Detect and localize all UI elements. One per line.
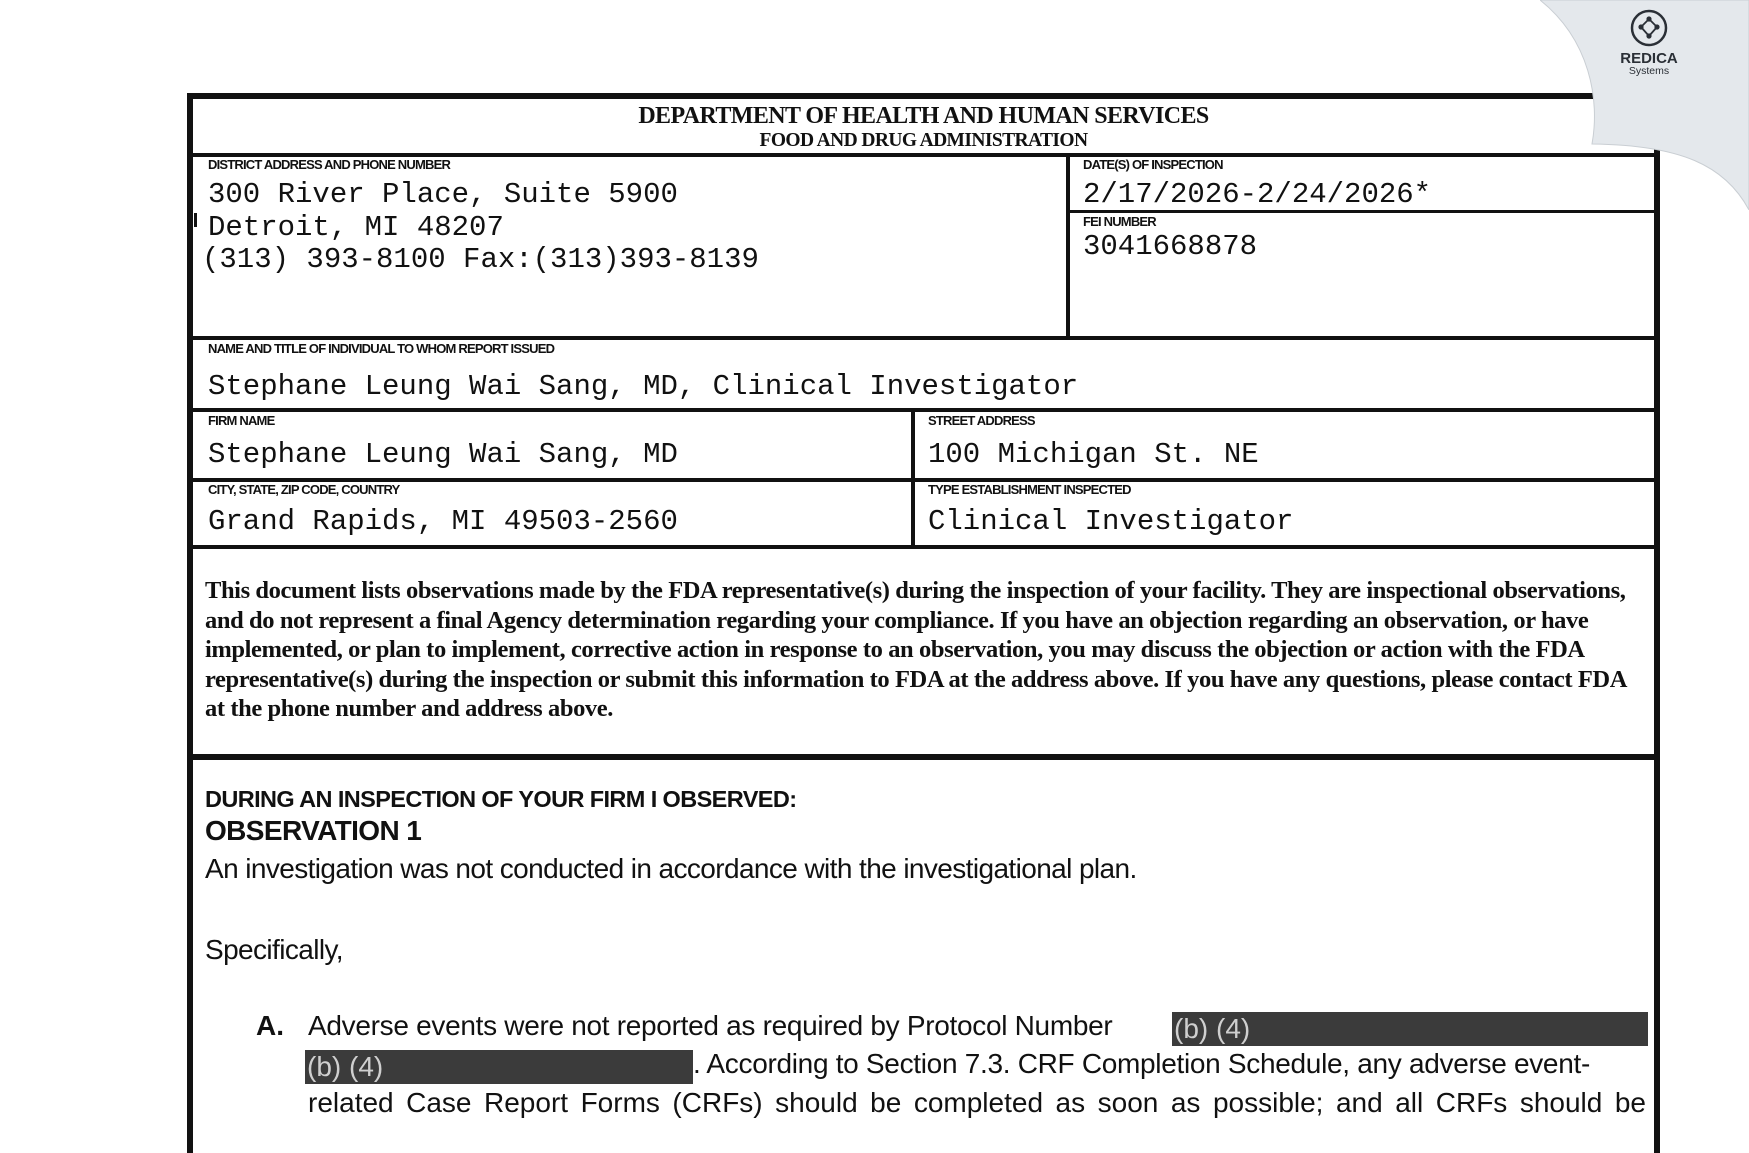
- redica-logo-icon: [1629, 8, 1669, 48]
- street-address-value: 100 Michigan St. NE: [928, 438, 1259, 471]
- scan-mark: [194, 213, 197, 227]
- item-a-line3: related Case Report Forms (CRFs) should be completed as soon as possible; and all CRFs should be: [308, 1087, 1646, 1118]
- rule-under-disclaimer: [193, 754, 1654, 760]
- rule-under-city: [193, 545, 1654, 549]
- redaction-block-2: (b) (4): [305, 1050, 693, 1084]
- district-address-line2: Detroit, MI 48207: [208, 211, 504, 244]
- inspection-dates-label: DATE(S) OF INSPECTION: [1083, 157, 1223, 172]
- rule-under-recipient: [193, 408, 1654, 412]
- observation-heading: OBSERVATION 1: [205, 815, 422, 846]
- street-address-label: STREET ADDRESS: [928, 413, 1035, 428]
- district-phone-fax: (313) 393-8100 Fax:(313)393-8139: [202, 243, 759, 276]
- divider-firm-street: [911, 410, 915, 547]
- fei-label: FEI NUMBER: [1083, 214, 1156, 229]
- district-label: DISTRICT ADDRESS AND PHONE NUMBER: [208, 157, 451, 172]
- establishment-type-value: Clinical Investigator: [928, 505, 1294, 538]
- recipient-value: Stephane Leung Wai Sang, MD, Clinical Investigator: [208, 370, 1079, 403]
- department-title: DEPARTMENT OF HEALTH AND HUMAN SERVICES: [638, 103, 1209, 129]
- inspection-dates-value: 2/17/2026-2/24/2026*: [1083, 178, 1432, 211]
- redaction-block-1: (b) (4): [1172, 1012, 1648, 1046]
- divider-district-dates: [1066, 155, 1070, 338]
- establishment-type-label: TYPE ESTABLISHMENT INSPECTED: [928, 482, 1131, 497]
- fei-value: 3041668878: [1083, 230, 1258, 263]
- firm-name-label: FIRM NAME: [208, 413, 275, 428]
- redica-watermark: [1540, 0, 1749, 210]
- item-a-line2: . According to Section 7.3. CRF Completion Schedule, any adverse event-: [693, 1048, 1590, 1079]
- city-value: Grand Rapids, MI 49503-2560: [208, 505, 678, 538]
- rule-under-firm: [193, 478, 1654, 482]
- recipient-label: NAME AND TITLE OF INDIVIDUAL TO WHOM REPORT ISSUED: [208, 341, 555, 356]
- firm-name-value: Stephane Leung Wai Sang, MD: [208, 438, 678, 471]
- item-a-line1: Adverse events were not reported as required by Protocol Number: [308, 1010, 1113, 1041]
- redica-brand: REDICA: [1620, 50, 1678, 67]
- item-a-marker: A.: [256, 1010, 284, 1041]
- district-address-line1: 300 River Place, Suite 5900: [208, 178, 678, 211]
- observations-intro: DURING AN INSPECTION OF YOUR FIRM I OBSERVED:: [205, 786, 797, 812]
- form-header: [193, 103, 1654, 153]
- specifically-text: Specifically,: [205, 934, 343, 965]
- redica-sub: Systems: [1628, 65, 1670, 77]
- observation-summary: An investigation was not conducted in accordance with the investigational plan.: [205, 853, 1137, 884]
- disclaimer-text: This document lists observations made by the FDA representative(s) during the inspection of your facility. They are inspectional observations, and do not represent a final Agency determination regarding your compliance. If you have an objection regarding an observation, or have implemented, or plan to implement, corrective action in response to an observation, you may discuss the objection or action with the FDA representative(s) during the inspection or submit this information to FDA at the address above. If you have any questions, please contact FDA at the phone number and address above.: [205, 577, 1626, 722]
- city-label: CITY, STATE, ZIP CODE, COUNTRY: [208, 482, 400, 497]
- rule-under-district: [193, 336, 1654, 340]
- agency-title: FOOD AND DRUG ADMINISTRATION: [759, 130, 1088, 151]
